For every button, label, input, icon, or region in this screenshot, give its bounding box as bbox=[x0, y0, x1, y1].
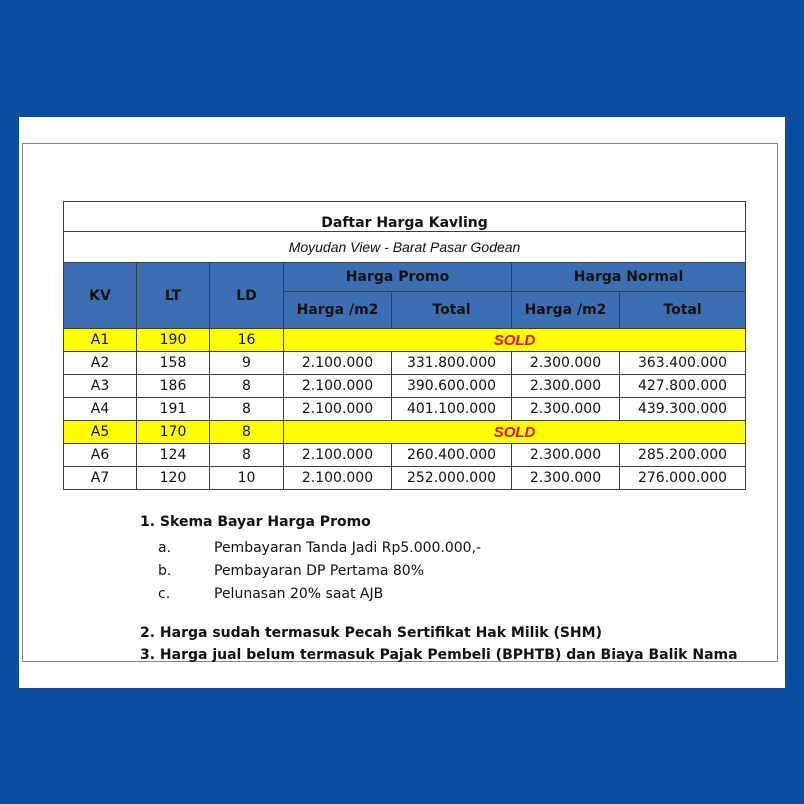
cell-lt: 186 bbox=[137, 375, 210, 398]
list-item bbox=[140, 582, 738, 605]
cell-normal-total: 285.200.000 bbox=[620, 444, 746, 467]
cell-normal-per-m2: 2.300.000 bbox=[512, 444, 620, 467]
list-item bbox=[140, 536, 738, 559]
cell-ld: 8 bbox=[210, 444, 284, 467]
cell-promo-per-m2: 2.100.000 bbox=[284, 352, 392, 375]
header-normal-per-m2: Harga /m2 bbox=[512, 292, 620, 329]
cell-promo-per-m2: 2.100.000 bbox=[284, 398, 392, 421]
cell-lt: 120 bbox=[137, 467, 210, 490]
table-row bbox=[64, 329, 746, 352]
cell-promo-per-m2: 2.100.000 bbox=[284, 467, 392, 490]
table-row bbox=[64, 467, 746, 490]
cell-kv: A1 bbox=[64, 329, 137, 352]
sold-label: SOLD bbox=[284, 421, 746, 444]
cell-kv: A2 bbox=[64, 352, 137, 375]
table-title: Daftar Harga Kavling bbox=[64, 202, 746, 232]
table-row bbox=[64, 398, 746, 421]
header-normal-total: Total bbox=[620, 292, 746, 329]
header-promo-total: Total bbox=[392, 292, 512, 329]
cell-promo-total: 401.100.000 bbox=[392, 398, 512, 421]
cell-promo-total: 252.000.000 bbox=[392, 467, 512, 490]
notes bbox=[140, 514, 738, 669]
price-table bbox=[63, 201, 746, 490]
cell-lt: 190 bbox=[137, 329, 210, 352]
table-row bbox=[64, 421, 746, 444]
cell-lt: 191 bbox=[137, 398, 210, 421]
cell-normal-per-m2: 2.300.000 bbox=[512, 375, 620, 398]
header-lt: LT bbox=[137, 263, 210, 329]
table-row bbox=[64, 444, 746, 467]
list-item-text: Pembayaran Tanda Jadi Rp5.000.000,- bbox=[214, 539, 482, 556]
cell-promo-total: 260.400.000 bbox=[392, 444, 512, 467]
list-item-letter: a. bbox=[158, 539, 172, 556]
cell-lt: 124 bbox=[137, 444, 210, 467]
cell-normal-per-m2: 2.300.000 bbox=[512, 352, 620, 375]
header-promo-per-m2: Harga /m2 bbox=[284, 292, 392, 329]
table-row bbox=[64, 352, 746, 375]
table-row bbox=[64, 375, 746, 398]
cell-normal-total: 427.800.000 bbox=[620, 375, 746, 398]
cell-normal-per-m2: 2.300.000 bbox=[512, 398, 620, 421]
cell-lt: 170 bbox=[137, 421, 210, 444]
cell-ld: 16 bbox=[210, 329, 284, 352]
cell-ld: 8 bbox=[210, 398, 284, 421]
cell-ld: 9 bbox=[210, 352, 284, 375]
header-harga-promo: Harga Promo bbox=[284, 263, 512, 292]
cell-kv: A3 bbox=[64, 375, 137, 398]
list-item-letter: c. bbox=[158, 585, 171, 602]
cell-lt: 158 bbox=[137, 352, 210, 375]
cell-kv: A7 bbox=[64, 467, 137, 490]
cell-ld: 8 bbox=[210, 375, 284, 398]
note-3: 3. Harga jual belum termasuk Pajak Pembeli (BPHTB) dan Biaya Balik Nama bbox=[140, 647, 738, 663]
note-1: 1. Skema Bayar Harga Promo bbox=[140, 514, 371, 530]
cell-ld: 10 bbox=[210, 467, 284, 490]
header-harga-normal: Harga Normal bbox=[512, 263, 746, 292]
cell-normal-total: 276.000.000 bbox=[620, 467, 746, 490]
list-item-text: Pembayaran DP Pertama 80% bbox=[214, 562, 425, 579]
sold-label: SOLD bbox=[284, 329, 746, 352]
cell-promo-total: 331.800.000 bbox=[392, 352, 512, 375]
header-ld: LD bbox=[210, 263, 284, 329]
note-2: 2. Harga sudah termasuk Pecah Sertifikat Hak Milik (SHM) bbox=[140, 625, 602, 641]
cell-kv: A4 bbox=[64, 398, 137, 421]
list-item bbox=[140, 559, 738, 582]
cell-normal-total: 363.400.000 bbox=[620, 352, 746, 375]
document-frame bbox=[22, 143, 778, 662]
cell-normal-per-m2: 2.300.000 bbox=[512, 467, 620, 490]
cell-promo-per-m2: 2.100.000 bbox=[284, 444, 392, 467]
list-item-letter: b. bbox=[158, 562, 172, 579]
list-item-text: Pelunasan 20% saat AJB bbox=[214, 585, 384, 602]
cell-normal-total: 439.300.000 bbox=[620, 398, 746, 421]
cell-ld: 8 bbox=[210, 421, 284, 444]
note-1-items bbox=[140, 536, 738, 605]
cell-kv: A6 bbox=[64, 444, 137, 467]
header-kv: KV bbox=[64, 263, 137, 329]
cell-promo-total: 390.600.000 bbox=[392, 375, 512, 398]
cell-promo-per-m2: 2.100.000 bbox=[284, 375, 392, 398]
cell-kv: A5 bbox=[64, 421, 137, 444]
table-subtitle: Moyudan View - Barat Pasar Godean bbox=[64, 232, 746, 263]
document-sheet bbox=[19, 117, 785, 688]
